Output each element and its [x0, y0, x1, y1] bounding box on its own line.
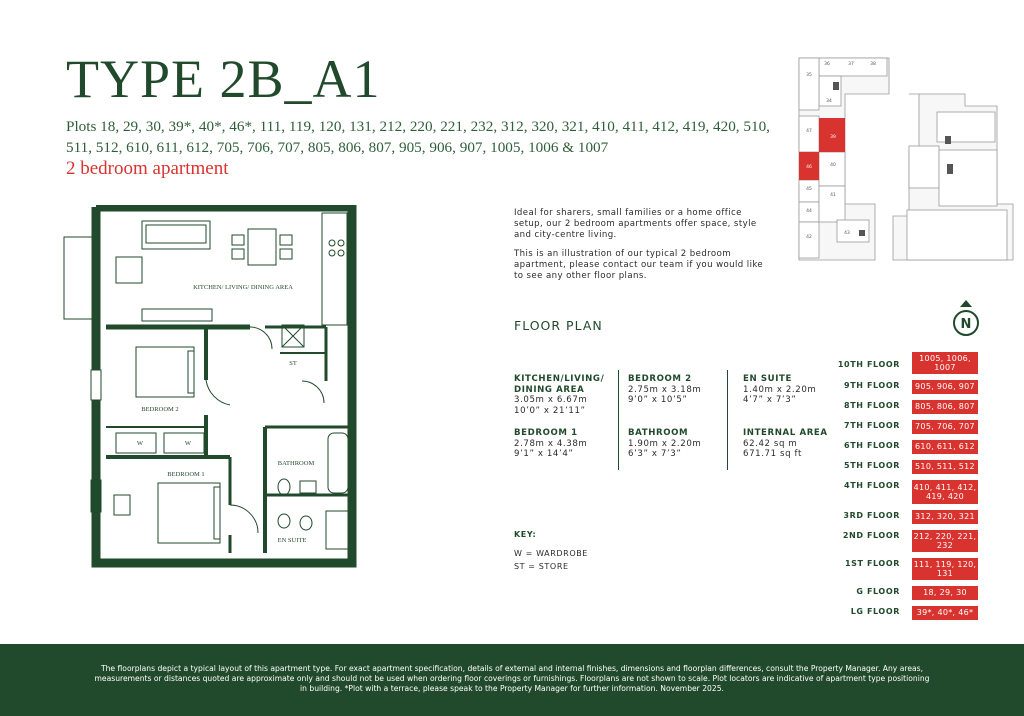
room-spec-bathroom: BATHROOM 1.90m x 2.20m 6’3” x 7’3” — [628, 428, 702, 459]
room-spec-ensuite: EN SUITE 1.40m x 2.20m 4’7” x 7’3” — [743, 374, 817, 405]
locator-label: 46 — [806, 165, 812, 170]
floor-row: 7TH FLOOR 705, 706, 707 — [830, 420, 980, 440]
key-item: W = WARDROBE — [514, 549, 588, 558]
locator-label: 35 — [806, 73, 812, 78]
page-title: TYPE 2B_A1 — [66, 49, 381, 109]
kitchen-counter — [322, 213, 347, 325]
plan-label-kitchen: KITCHEN/ LIVING/ DINING AREA — [193, 284, 293, 291]
locator-label: 45 — [806, 187, 812, 192]
floor-row: 10TH FLOOR 1005, 1006, 1007 — [830, 352, 980, 372]
plan-label-wardrobe: W — [136, 440, 144, 447]
floor-row: 1ST FLOOR 111, 119, 120, 131 — [844, 559, 977, 578]
footer-disclaimer — [0, 644, 1024, 716]
intro-paragraph: Ideal for sharers, small families or a home office setup, our 2 bedroom apartments offer space, style and city-centre living. — [514, 208, 757, 240]
plan-label-ensuite: EN SUITE — [277, 537, 307, 544]
armchair — [116, 257, 142, 283]
apartment-type-subtitle: 2 bedroom apartment — [66, 158, 229, 179]
floor-plots-badge: 312, 320, 321 — [912, 510, 978, 524]
floor-plots-badge: 1005, 1006, 1007 — [912, 352, 978, 374]
room-spec-bedroom2: BEDROOM 2 2.75m x 3.18m 9’0” x 10’5” — [628, 374, 702, 405]
floor-row: 2ND FLOOR 212, 220, 221, 232 — [842, 531, 977, 550]
locator-label: 39 — [830, 135, 836, 140]
intro-paragraph: This is an illustration of our typical 2 bedroom apartment, please contact our team if you would like to see any other floor plans. — [514, 249, 764, 281]
plot-locator-map — [797, 54, 1019, 264]
plan-label-bathroom: BATHROOM — [277, 460, 315, 467]
plan-label-bedroom2: BEDROOM 2 — [141, 406, 179, 413]
outer-walls — [96, 207, 352, 563]
plan-label-store: ST — [289, 360, 297, 367]
floor-plots-badge: 111, 119, 120, 131 — [913, 559, 977, 578]
floor-plots-badge: 39*, 40*, 46* — [912, 606, 978, 620]
room-spec-bedroom1: BEDROOM 1 2.78m x 4.38m 9’1” x 14’4” — [514, 428, 588, 459]
plots-list: Plots 18, 29, 30, 39*, 40*, 46*, 111, 119, 120, 131, 212, 220, 221, 232, 312, 320, 321, 410, 411, 412, 419, 420, 510, 511, 512, 610, 611, 612, 705, 706, 707, 805, 806, 807, 905, 906, 907, 1005, 1006 & 1007 — [66, 118, 770, 156]
key-legend: KEY: W = WARDROBE ST = STORE — [514, 530, 588, 571]
floor-plan-heading: FLOOR PLAN — [514, 318, 603, 333]
floor-plots-badge: 18, 29, 30 — [912, 586, 978, 600]
dining-table — [248, 229, 276, 265]
floor-plots-badge: 510, 511, 512 — [912, 460, 978, 474]
locator-label: 37 — [848, 62, 854, 67]
north-compass-icon — [951, 300, 981, 340]
floor-plots-badge: 610, 611, 612 — [912, 440, 978, 454]
room-spec-internal-area: INTERNAL AREA 62.42 sq m 671.71 sq ft — [743, 428, 828, 459]
floor-plots-badge: 705, 706, 707 — [912, 420, 978, 434]
floor-row: 9TH FLOOR 905, 906, 907 — [830, 380, 980, 400]
floor-plots-badge: 212, 220, 221, 232 — [913, 531, 977, 550]
key-item: ST = STORE — [514, 562, 569, 571]
locator-label: 38 — [870, 62, 876, 67]
disclaimer-text: The floorplans depict a typical layout of this apartment type. For exact apartment specification, details of external and internal finishes, dimensions and floorplan differences, consult the Property Manager. Any areas, measurements or distances quoted are approximate only and should not be used when ordering floor coverings or furnishings. Floorplans are not shown to scale. Plot locators are indicative of apartment type positioning in building. *Plot with a terrace, please speak to the Property Manager for further information. November 2025. — [94, 664, 930, 693]
locator-label: 41 — [830, 193, 836, 198]
floor-row: 3RD FLOOR 312, 320, 321 — [830, 510, 980, 530]
floor-plots-badge: 905, 906, 907 — [912, 380, 978, 394]
divider — [727, 370, 728, 470]
locator-label: 40 — [830, 163, 836, 168]
floor-row: 5TH FLOOR 510, 511, 512 — [830, 460, 980, 480]
locator-label: 34 — [826, 99, 832, 104]
floor-plan-drawing — [60, 205, 360, 570]
locator-label: 43 — [844, 231, 850, 236]
balcony — [64, 237, 96, 319]
intro-text — [514, 208, 774, 290]
floor-row: 8TH FLOOR 805, 806, 807 — [830, 400, 980, 420]
floor-row: 4TH FLOOR 410, 411, 412, 419, 420 — [830, 480, 980, 500]
locator-label: 42 — [806, 235, 812, 240]
floor-plots-badge: 410, 411, 412, 419, 420 — [912, 480, 978, 504]
floor-plots-badge: 805, 806, 807 — [912, 400, 978, 414]
locator-label: 36 — [824, 62, 830, 67]
divider — [618, 370, 619, 470]
bed-2 — [136, 347, 194, 397]
plan-label-wardrobe: W — [184, 440, 192, 447]
svg-text:N: N — [960, 317, 972, 332]
plan-label-bedroom1: BEDROOM 1 — [167, 471, 205, 478]
floor-row: G FLOOR 18, 29, 30 — [830, 586, 980, 606]
bed-1 — [158, 483, 220, 543]
locator-label: 47 — [806, 129, 812, 134]
bathtub — [328, 433, 348, 493]
room-spec-kitchen: KITCHEN/LIVING/ DINING AREA 3.05m x 6.67m 10’0” x 21’11” — [514, 374, 605, 416]
locator-label: 44 — [806, 209, 812, 214]
floor-row: 6TH FLOOR 610, 611, 612 — [830, 440, 980, 460]
floor-row: LG FLOOR 39*, 40*, 46* — [830, 606, 980, 626]
